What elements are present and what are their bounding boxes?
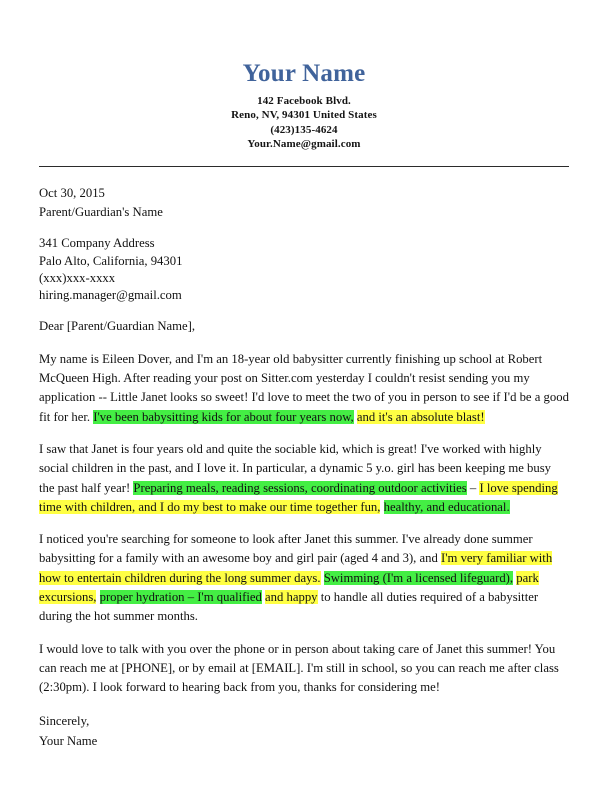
highlight-green: proper hydration – I'm qualified (99, 590, 262, 605)
letter-date: Oct 30, 2015 (39, 185, 105, 200)
recipient-name: Parent/Guardian's Name (39, 205, 163, 220)
highlight-yellow: I'm very familiar with how to entertain children during the long summer days. (39, 551, 553, 585)
recipient-address-block (39, 235, 569, 304)
letter-content (39, 0, 569, 752)
letter-body (39, 167, 569, 752)
letterhead-phone: (423)135-4624 (270, 123, 338, 136)
recipient-email: hiring.manager@gmail.com (39, 288, 182, 303)
closing-word: Sincerely, (39, 713, 90, 728)
paragraph-summer (39, 530, 569, 626)
paragraph-experience (39, 440, 569, 517)
letterhead-city: Reno, NV, 94301 United States (231, 109, 377, 122)
salutation: Dear [Parent/Guardian Name], (39, 319, 196, 334)
text-segment: – (466, 480, 480, 495)
date-block (39, 184, 569, 223)
paragraph-intro (39, 350, 569, 427)
highlight-yellow: and happy (265, 590, 318, 605)
highlight-green: Swimming (I'm a licensed lifeguard), (323, 570, 514, 585)
signature-block (39, 711, 569, 752)
letterhead-street: 142 Facebook Blvd. (257, 94, 351, 107)
recipient-city: Palo Alto, California, 94301 (39, 253, 183, 268)
letterhead-email: Your.Name@gmail.com (247, 138, 361, 151)
letterhead (39, 60, 569, 159)
highlight-green: I've been babysitting kids for about four years now, (93, 409, 354, 424)
page-title: Your Name (242, 60, 366, 87)
highlight-yellow: I love spending time with children, and I do my best to make our time together fun, (39, 480, 558, 514)
recipient-phone: (xxx)xxx-xxxx (39, 270, 116, 285)
paragraph-list (39, 350, 569, 698)
highlight-yellow: park excursions, (39, 570, 539, 605)
highlight-green: healthy, and educational. (383, 499, 510, 514)
text-segment: to handle all duties required of a babysitter during the hot summer months. (39, 590, 539, 624)
text-segment: My name is Eileen Dover, and I'm an 18-year old babysitter currently finishing up school at Robert McQueen High. After reading your post on Sitter.com yesterday I couldn't resist sending you my application -- Little Janet looks so sweet! I'd love to meet the two of you in person to see if I'd be a good fit for her. (39, 351, 569, 424)
paragraph-closing (39, 640, 569, 698)
highlight-green: Preparing meals, reading sessions, coordinating outdoor activities (133, 480, 467, 495)
text-segment: I would love to talk with you over the phone or in person about taking care of Janet this summer! You can reach me at [PHONE], or by email at [EMAIL]. I'm still in school, so you can reach me after class (2:30pm). I look forward to hearing back from you, thanks for considering me! (39, 641, 559, 695)
text-segment: I saw that Janet is four years old and quite the sociable kid, which is great! I've worked with highly social children in the past, and I love it. In particular, a dynamic 5 y.o. girl has been keeping me busy the past half year! (39, 441, 552, 495)
text-segment: I noticed you're searching for someone to look after Janet this summer. I've already done summer babysitting for a family with an awesome boy and girl pair (aged 4 and 3), and (39, 532, 533, 566)
highlight-yellow: and it's an absolute blast! (356, 409, 485, 424)
signature-name: Your Name (39, 734, 98, 749)
recipient-street: 341 Company Address (39, 236, 155, 251)
